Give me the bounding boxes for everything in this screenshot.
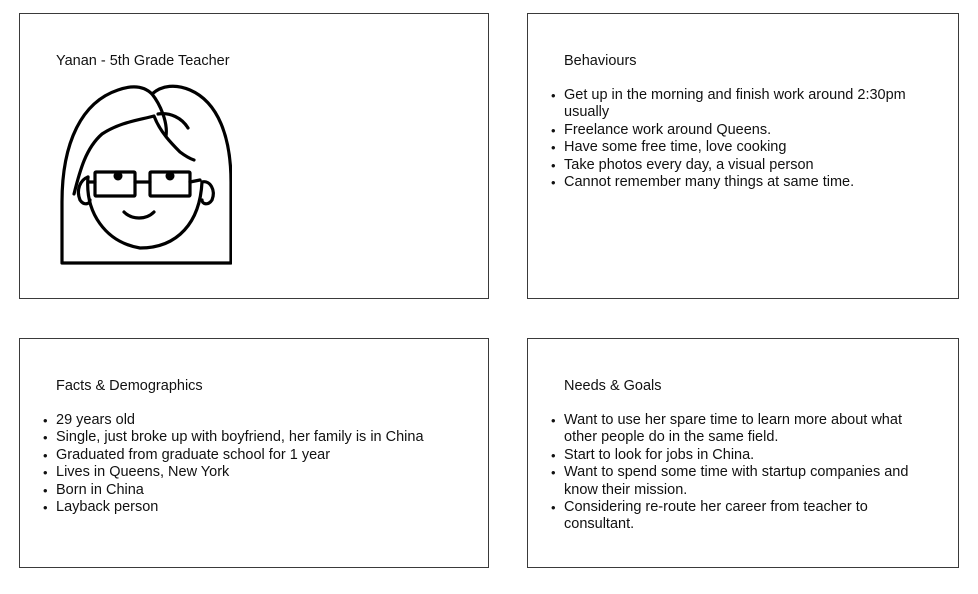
list-item: • Get up in the morning and finish work around 2:30pm usually [564,87,918,122]
facts-card [19,338,489,568]
list-item: • Have some free time, love cooking [564,139,918,156]
list-item: • Lives in Queens, New York [56,464,428,481]
persona-card [19,13,489,299]
list-item: • Graduated from graduate school for 1 year [56,447,428,464]
behaviours-list [564,87,918,191]
facts-list [56,412,428,516]
list-item: • Layback person [56,499,428,516]
list-item: • Single, just broke up with boyfriend, her family is in China [56,429,428,446]
list-item: • Born in China [56,482,428,499]
woman-with-glasses-icon [60,82,232,266]
list-item: • Freelance work around Queens. [564,122,918,139]
needs-card [527,338,959,568]
list-item: • Take photos every day, a visual person [564,157,918,174]
persona-title: Yanan - 5th Grade Teacher [56,53,230,69]
list-item: • Start to look for jobs in China. [564,447,910,464]
facts-title: Facts & Demographics [56,378,203,394]
behaviours-title: Behaviours [564,53,637,69]
list-item: • Want to use her spare time to learn more about what other people do in the same field. [564,412,910,447]
behaviours-card [527,13,959,299]
needs-list [564,412,910,534]
needs-title: Needs & Goals [564,378,662,394]
list-item: • Cannot remember many things at same time. [564,174,918,191]
list-item: • Want to spend some time with startup companies and know their mission. [564,464,910,499]
list-item: • 29 years old [56,412,428,429]
list-item: • Considering re-route her career from teacher to consultant. [564,499,910,534]
